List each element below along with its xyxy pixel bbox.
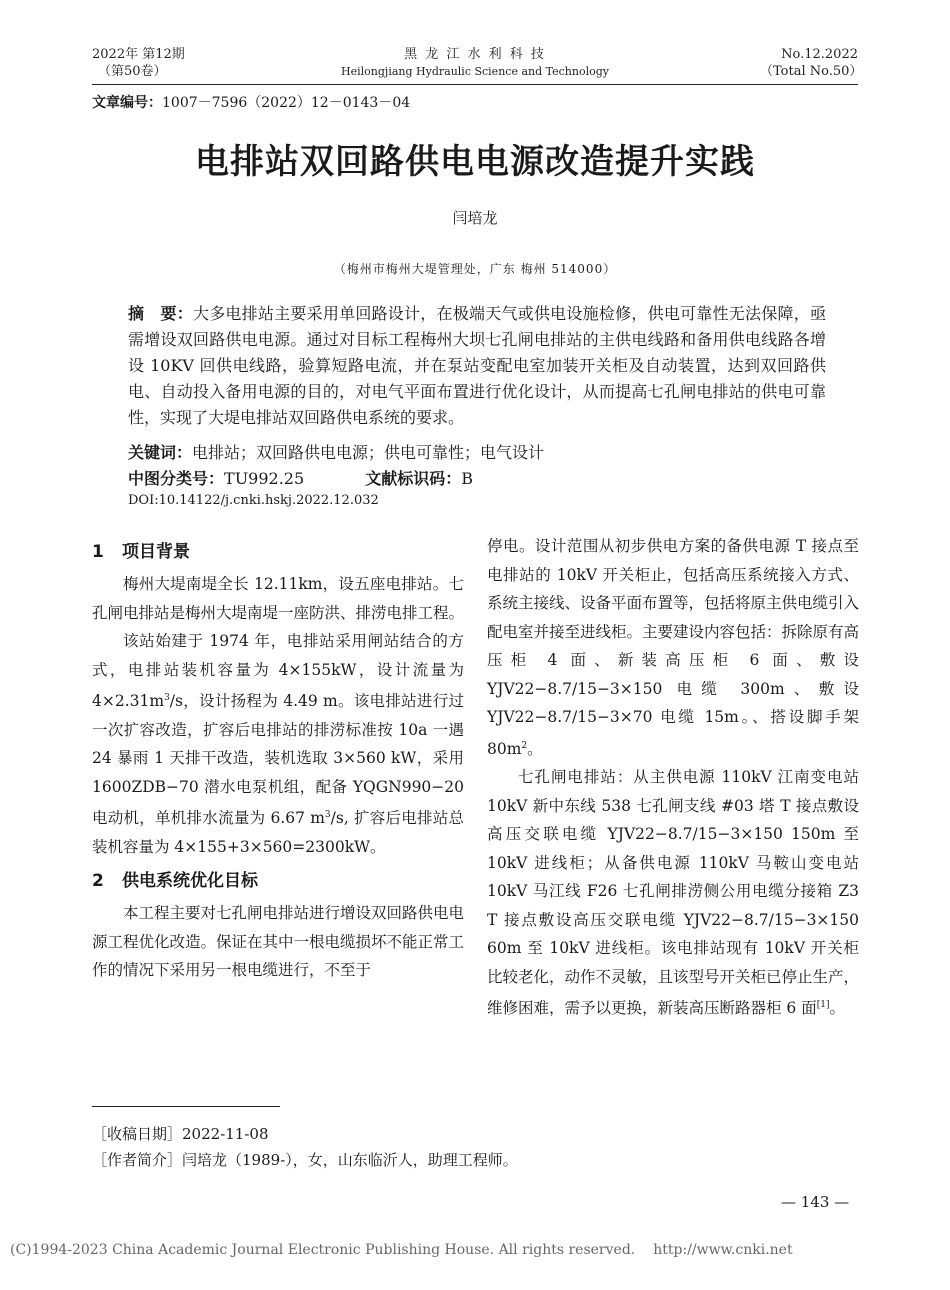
section-1-paragraph: 梅州大堤南堤全长 12.11km，设五座电排站。七孔闸电排站是梅州大堤南堤一座防洪、排涝电排工程。 — [92, 575, 465, 622]
total-number-en: （Total No.50） — [760, 64, 863, 79]
journal-name-en: Heilongjiang Hydraulic Science and Technology — [341, 65, 609, 78]
abstract-text: 大多电排站主要采用单回路设计，在极端天气或供电设施检修，供电可靠性无法保障，亟需增设双回路供电电源。通过对目标工程梅州大坝七孔闸电排站的主供电线路和备用供电线路各增设 10KV 回供电线路，验算短路电流，并在泵站变配电室加装开关柜及自动装置，达到双回路供电、自动投入备用电源的目的，对电气平面布置进行优化设计，从而提高七孔闸电排站的供电可靠性，实现了大堤电排站双回路供电系统的要求。 — [128, 304, 826, 427]
issue-label: 2022年 第12期 — [92, 47, 185, 62]
section-2-number: 2 — [92, 871, 104, 892]
abstract — [128, 301, 826, 431]
page-title: 电排站双回路供电电源改造提升实践 — [195, 142, 755, 182]
header-rule — [92, 84, 858, 85]
affiliation: （梅州市梅州大堤管理处，广东 梅州 514000） — [333, 262, 617, 276]
doc-code-label: 文献标识码： — [365, 469, 462, 488]
clc-value: TU992.25 — [224, 469, 305, 488]
doi: DOI:10.14122/j.cnki.hskj.2022.12.032 — [128, 493, 379, 508]
copyright-line — [10, 1242, 940, 1258]
right-column — [487, 532, 859, 1023]
section-1-number: 1 — [92, 542, 104, 562]
article-number — [92, 92, 410, 112]
clc-label: 中图分类号： — [128, 469, 225, 488]
section-2-title: 供电系统优化目标 — [122, 871, 258, 892]
volume-label: （第50卷） — [98, 64, 167, 79]
header-left — [92, 46, 185, 80]
article-number-label: 文章编号： — [92, 95, 162, 111]
right-paragraph-2 — [487, 763, 859, 1023]
section-1-title: 项目背景 — [122, 542, 190, 562]
footnote-rule — [92, 1106, 280, 1107]
section-1-paragraph-2 — [92, 627, 464, 861]
para-text: 。 — [829, 999, 845, 1018]
para-text: 。 — [527, 739, 543, 758]
right-paragraph-1 — [487, 532, 859, 763]
author-bio — [92, 1148, 518, 1172]
classification — [128, 466, 473, 489]
abstract-label: 摘 要： — [128, 304, 193, 323]
page-number: — 143 — — [781, 1193, 850, 1211]
keywords-label: 关键词： — [128, 443, 193, 462]
received-date — [92, 1122, 269, 1146]
para-text: 七孔闸电排站：从主供电源 110kV 江南变电站 10kV 新中东线 538 七孔闸支线 #03 塔 T 接点敷设高压交联电缆 YJV22−8.7/15−3×150 150m 至 10kV 进线柜；从备供电源 110kV 马鞍山变电站 10kV 马江线 F26 七孔闸排涝侧公用电缆分接箱 Z3 T 接点敷设高压交联电缆 YJV22−8.7/15−3×150 60m 至 10kV 进线柜。该电排站现有 10kV 开关柜比较老化，动作不灵敏，且该型号开关柜已停止生产，维修困难，需予以更换，新装高压断路器柜 6 面 — [487, 768, 860, 1018]
para-text: 该站始建于 1974 年，电排站采用闸站结合的方式，电排站装机容量为 4×155kW，设计流量为 4×2.31m — [92, 632, 464, 711]
article-number-value: 1007－7596（2022）12－0143－04 — [162, 95, 411, 111]
superscript: 3 — [324, 810, 331, 821]
doc-code-value: B — [461, 469, 474, 488]
section-1-heading — [92, 538, 464, 566]
para-text: /s，设计扬程为 4.49 m。该电排站进行过一次扩容改造，扩容后电排站的排涝标准按 10a 一遇 24 暴雨 1 天排干改造，装机选取 3×560 kW，采用 1600ZDB−70 潜水电泵机组，配备 YQGN990−20 电动机，单机排水流量为 6.67 m — [92, 692, 464, 828]
copyright-text: (C)1994-2023 China Academic Journal Electronic Publishing House. All rights reserved. — [10, 1242, 636, 1258]
received-value: 2022-11-08 — [182, 1125, 269, 1143]
section-2-heading — [92, 867, 464, 895]
author-name: 闫培龙 — [452, 209, 498, 227]
keywords-text: 电排站；双回路供电电源；供电可靠性；电气设计 — [192, 443, 545, 462]
superscript: 3 — [164, 693, 170, 703]
author-bio-label: ［作者简介］ — [92, 1151, 183, 1169]
citation-ref[interactable]: [1] — [816, 1000, 830, 1011]
cnki-link[interactable]: http://www.cnki.net — [653, 1242, 793, 1258]
superscript: 2 — [521, 740, 528, 751]
section-2-paragraph: 本工程主要对七孔闸电排站进行增设双回路供电电源工程优化改造。保证在其中一根电缆损坏不能正常工作的情况下采用另一根电缆进行，不至于 — [92, 904, 465, 980]
header-right — [760, 46, 863, 80]
keywords — [128, 440, 544, 463]
received-label: ［收稿日期］ — [92, 1125, 183, 1143]
header-center — [300, 46, 650, 80]
para-text: /s, 扩容后电排站总装机容量为 4×155+3×560=2300kW。 — [92, 809, 464, 856]
left-column — [92, 532, 464, 985]
journal-name-cn: 黑 龙 江 水 利 科 技 — [404, 47, 546, 62]
issue-number-en: No.12.2022 — [781, 47, 858, 62]
para-text: 停电。设计范围从初步供电方案的备供电源 T 接点至电排站的 10kV 开关柜止，包括高压系统接入方式、系统主接线、设备平面布置等，包括将原主供电缆引入配电室并接至进线柜。主要建设内容包括：拆除原有高压柜 4 面、新装高压柜 6 面、敷设 YJV22−8.7/15−3×150 电缆 300m、敷设 YJV22−8.7/15−3×70 电缆 15m。、搭设脚手架 80m — [487, 537, 860, 758]
author-bio-value: 闫培龙（1989-），女，山东临沂人，助理工程师。 — [182, 1151, 518, 1169]
